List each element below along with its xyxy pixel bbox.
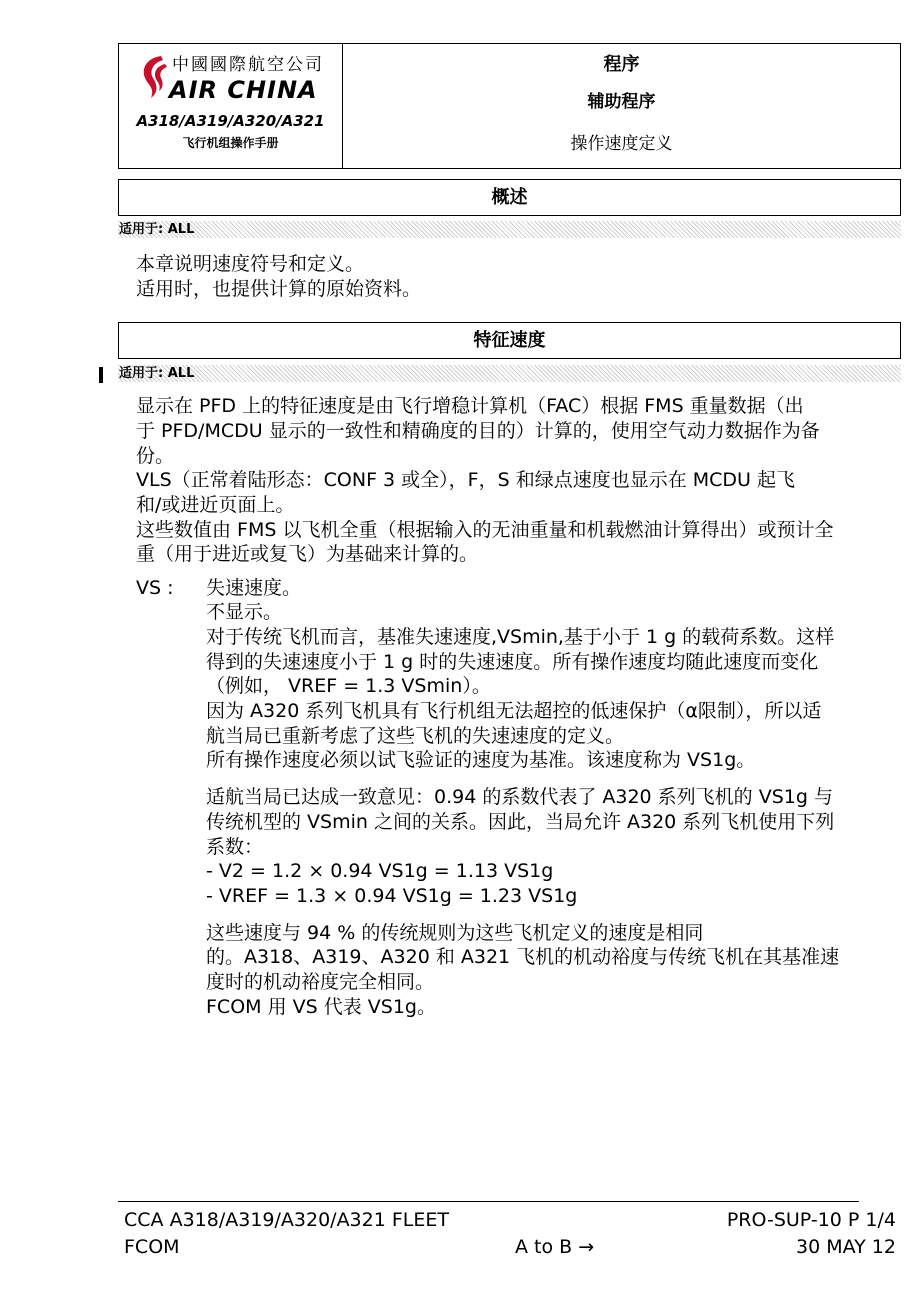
footer-page-ref: PRO-SUP-10 P 1/4 [726, 1209, 896, 1231]
footer-revision: A to B → [515, 1236, 595, 1258]
vs-agreement-line: 传统机型的 VSmin 之间的关系。因此，当局允许 A320 系列飞机使用下列 [206, 811, 835, 833]
vs-note-line: FCOM 用 VS 代表 VS1g。 [206, 996, 436, 1018]
manual-title: 飞行机组操作手册 [182, 136, 279, 150]
applies-to-label: 适用于: ALL [119, 222, 195, 237]
page-subtitle: 辅助程序 [587, 92, 656, 112]
footer-rule [118, 1201, 859, 1202]
vs-note-line: 这些速度与 94 % 的传统规则为这些飞机定义的速度是相同 [206, 922, 704, 944]
logo-chinese-name: 中國國際航空公司 [172, 55, 324, 75]
phoenix-logo-icon [137, 54, 169, 102]
intro-line: 重（用于进近或复飞）为基础来计算的。 [136, 543, 479, 565]
intro-line: 和/或进近页面上。 [136, 494, 295, 516]
vs-definition-line: 得到的失速速度小于 1 g 时的失速速度。所有操作速度均随此速度而变化 [206, 651, 819, 673]
aircraft-models: A318/A319/A320/A321 [136, 112, 325, 130]
intro-line: 于 PFD/MCDU 显示的一致性和精确度的目的）计算的，使用空气动力数据作为备 [136, 420, 820, 442]
vs-definition-line: 对于传统飞机而言，基准失速速度,VSmin,基于小于 1 g 的载荷系数。这样 [206, 626, 835, 648]
intro-line: VLS（正常着陆形态：CONF 3 或全），F，S 和绿点速度也显示在 MCDU 起飞 [136, 469, 795, 491]
header-titles [343, 44, 900, 168]
applies-to-label: 适用于: ALL [119, 366, 195, 381]
formula-vref: - VREF = 1.3 × 0.94 VS1g = 1.23 VS1g [206, 885, 578, 907]
vs-definition-line: 不显示。 [206, 601, 283, 623]
section-heading-overview: 概述 [118, 179, 901, 216]
footer-doc: FCOM [124, 1236, 180, 1258]
vs-definition-line: 失速速度。 [206, 577, 302, 599]
intro-line: 份。 [136, 445, 175, 467]
page-header [118, 43, 901, 169]
page-title: 程序 [603, 54, 640, 75]
change-bar [99, 367, 103, 383]
applies-to-bar [118, 221, 901, 238]
footer-fleet: CCA A318/A319/A320/A321 FLEET [124, 1209, 449, 1231]
vs-term-label: VS : [136, 577, 174, 599]
footer-date: 30 MAY 12 [796, 1236, 896, 1258]
page-topic: 操作速度定义 [570, 134, 673, 154]
vs-definition-line: （例如， VREF = 1.3 VSmin）。 [206, 675, 491, 697]
air-china-logo [119, 44, 342, 168]
vs-definition-line: 所有操作速度必须以试飞验证的速度为基准。该速度称为 VS1g。 [206, 749, 756, 771]
formula-v2: - V2 = 1.2 × 0.94 VS1g = 1.13 VS1g [206, 860, 554, 882]
vs-definition-line: 因为 A320 系列飞机具有飞行机组无法超控的低速保护（α限制），所以适 [206, 700, 822, 722]
vs-agreement-line: 适航当局已达成一致意见：0.94 的系数代表了 A320 系列飞机的 VS1g 与 [206, 786, 833, 808]
overview-line: 适用时，也提供计算的原始资料。 [136, 278, 422, 300]
logo-english-name: AIR CHINA [169, 76, 318, 104]
intro-line: 这些数值由 FMS 以飞机全重（根据输入的无油重量和机载燃油计算得出）或预计全 [136, 519, 834, 541]
overview-line: 本章说明速度符号和定义。 [136, 253, 365, 275]
section-heading-characteristic-speeds: 特征速度 [118, 322, 901, 359]
vs-note-line: 度时的机动裕度完全相同。 [206, 971, 435, 993]
vs-definition-line: 航当局已重新考虑了这些飞机的失速速度的定义。 [206, 725, 625, 747]
applies-to-bar [118, 365, 901, 382]
vs-agreement-line: 系数： [206, 836, 264, 858]
intro-line: 显示在 PFD 上的特征速度是由飞行增稳计算机（FAC）根据 FMS 重量数据（出 [136, 395, 804, 417]
vs-note-line: 的。A318、A319、A320 和 A321 飞机的机动裕度与传统飞机在其基准速 [206, 946, 840, 968]
